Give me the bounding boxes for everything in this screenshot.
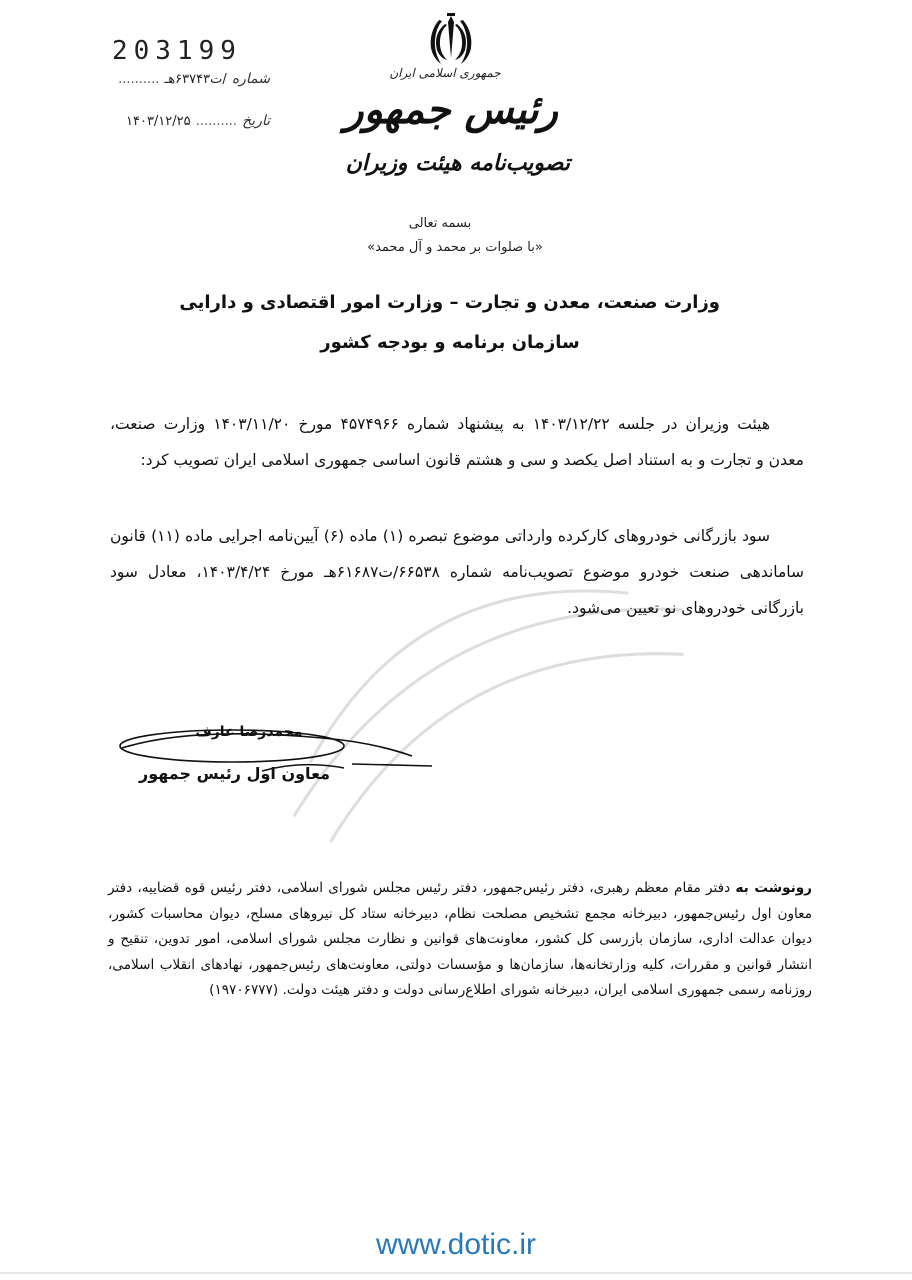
cc-block (108, 876, 812, 1004)
signatory-title: معاون اول رئیس جمهور (139, 764, 330, 783)
number-label: شماره (231, 71, 270, 87)
invocation: بسمه تعالی (408, 216, 472, 231)
cc-recipients: دفتر مقام معظم رهبری، دفتر رئیس‌جمهور، دفتر رئیس مجلس شورای اسلامی، دفتر رئیس قوه قضاییه، دفتر معاون اول رئیس‌جمهور، دبیرخانه مجمع تشخیص مصلحت نظام، دبیرخانه ستاد کل نیروهای مسلح، دیوان محاسبات کشور، دیوان عدالت اداری، سازمان بازرسی کل کشور، معاونت‌های قوانین و نظارت مجلس شورای اسلامی، امور تدوین، تنقیح و انتشار قوانین و مقررات، کلیه وزارتخانه‌ها، سازمان‌ها و مؤسسات دولتی، معاونت‌های رئیس‌جمهور، نهادهای انقلاب اسلامی، روزنامه رسمی جمهوری اسلامی ایران، دبیرخانه شورای اطلاع‌رسانی دولت و دفتر هیئت دولت. (108, 880, 812, 998)
cc-label: رونوشت به (735, 880, 812, 896)
body-paragraph-2: سود بازرگانی خودروهای کارکرده وارداتی موضوع تبصره (۱) ماده (۶) آیین‌نامه اجرایی ماده (۱۱) قانون ساماندهی صنعت خودرو موضوع تصویب‌نامه شماره ۶۶۵۳۸/ت۶۱۶۸۷هـ مورخ ۱۴۰۳/۴/۲۴، معادل سود بازرگانی خودروهای نو تعیین می‌شود. (110, 527, 804, 617)
addressee-line-2: سازمان برنامه و بودجه کشور (320, 332, 580, 353)
number-dots: .......... (118, 72, 160, 87)
date-dots: .......... (195, 114, 238, 129)
bottom-divider (0, 1272, 912, 1274)
footer-website-link[interactable]: www.dotic.ir (375, 1228, 537, 1261)
addressee-line-1: وزارت صنعت، معدن و تجارت – وزارت امور اقتصادی و دارایی (179, 292, 720, 313)
iran-emblem-icon (425, 12, 477, 68)
signatory-name: محمدرضا عارف (195, 724, 303, 740)
salutation: «با صلوات بر محمد و آل محمد» (367, 240, 543, 255)
handwritten-number: 203199 (112, 36, 242, 66)
cc-code: (۱۹۷۰۶۷۷۷) (209, 982, 279, 998)
office-title: رئیس جمهور (344, 86, 558, 133)
country-name: جمهوری اسلامی ایران (389, 66, 501, 80)
body-paragraph-1: هیئت وزیران در جلسه ۱۴۰۳/۱۲/۲۲ به پیشنهاد شماره ۴۵۷۴۹۶۶ مورخ ۱۴۰۳/۱۱/۲۰ وزارت صنعت، معدن و تجارت و به استناد اصل یکصد و سی و هشتم قانون اساسی جمهوری اسلامی ایران تصویب کرد: (110, 415, 804, 469)
date-row (60, 110, 270, 129)
number-value: /ت۶۳۷۴۳هـ (164, 72, 227, 87)
cabinet-title: تصویب‌نامه هیئت وزیران (345, 150, 570, 176)
date-value: ۱۴۰۳/۱۲/۲۵ (126, 114, 191, 129)
number-row (60, 68, 270, 87)
date-label: تاریخ (242, 113, 270, 129)
